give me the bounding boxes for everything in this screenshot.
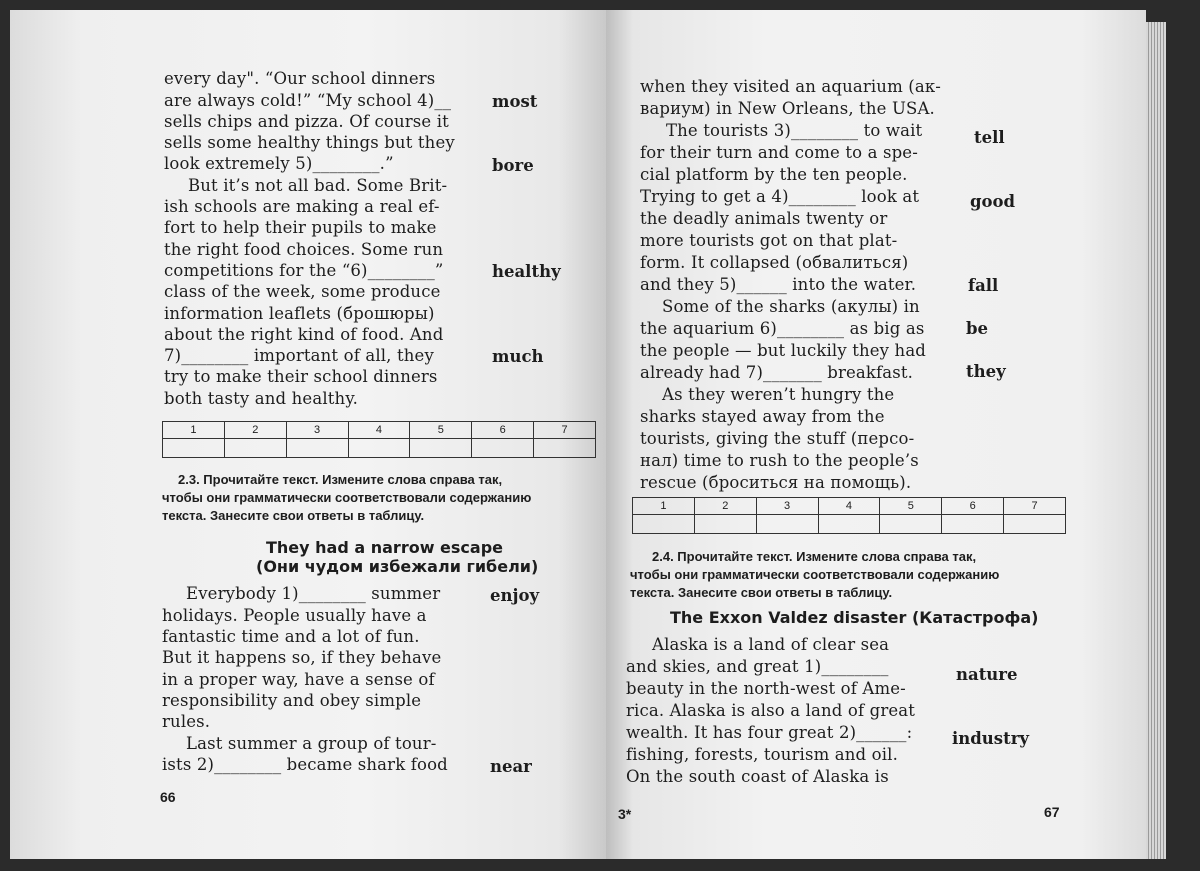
word-to-change: enjoy — [490, 586, 540, 605]
word-to-change: near — [490, 757, 532, 776]
text-line: Trying to get a 4)________ look at — [640, 187, 920, 206]
story-title: They had a narrow escape — [266, 538, 504, 557]
text-line: Everybody 1)________ summer — [186, 584, 441, 603]
table-header-cell: 6 — [472, 422, 534, 439]
answer-cell[interactable] — [163, 439, 225, 458]
text-line: in a proper way, have a sense of — [162, 670, 435, 689]
text-line: wealth. It has four great 2)______: — [626, 723, 913, 742]
signature-mark: 3* — [618, 806, 632, 822]
text-line: tourists, giving the stuff (персо- — [640, 429, 915, 448]
task-line: чтобы они грамматически соответствовали содержанию — [162, 490, 532, 505]
word-to-change: tell — [974, 128, 1005, 147]
answer-cell[interactable] — [818, 515, 880, 534]
text-line: But it happens so, if they behave — [162, 648, 442, 667]
answer-cell[interactable] — [472, 439, 534, 458]
task-line: текста. Занесите свои ответы в таблицу. — [162, 508, 425, 523]
page-number: 66 — [160, 789, 176, 805]
word-to-change: good — [970, 192, 1016, 211]
task-line: 2.3. Прочитайте текст. Измените слова справа так, — [178, 472, 503, 487]
task-line: текста. Занесите свои ответы в таблицу. — [630, 585, 893, 600]
text-line: The tourists 3)________ to wait — [666, 121, 923, 140]
table-header-cell: 3 — [756, 498, 818, 515]
text-line: competitions for the “6)________” — [164, 261, 444, 280]
answer-cell[interactable] — [410, 439, 472, 458]
text-line: more tourists got on that plat- — [640, 231, 898, 250]
text-line: Alaska is a land of clear sea — [652, 635, 890, 654]
text-line: Some of the sharks (акулы) in — [662, 297, 920, 316]
answer-cell[interactable] — [633, 515, 695, 534]
text-line: holidays. People usually have a — [162, 606, 427, 625]
text-line: rica. Alaska is also a land of great — [626, 701, 916, 720]
text-line: try to make their school dinners — [164, 367, 438, 386]
table-header-cell: 7 — [1004, 498, 1066, 515]
text-line: class of the week, some produce — [164, 282, 441, 301]
answer-cell[interactable] — [348, 439, 410, 458]
text-line: the aquarium 6)________ as big as — [640, 319, 925, 338]
text-line: 7)________ important of all, they — [164, 346, 434, 365]
text-line: both tasty and healthy. — [164, 389, 358, 408]
text-line: ists 2)________ became shark food — [162, 755, 448, 774]
text-line: On the south coast of Alaska is — [626, 767, 889, 786]
text-line: when they visited an aquarium (ак- — [640, 77, 942, 96]
word-to-change: industry — [952, 729, 1029, 748]
table-header-cell: 1 — [633, 498, 695, 515]
text-line: the deadly animals twenty or — [640, 209, 888, 228]
story-title-ru: (Катастрофа) — [911, 608, 1039, 627]
text-line: fantastic time and a lot of fun. — [162, 627, 420, 646]
left-page — [10, 10, 606, 859]
text-line: sells chips and pizza. Of course it — [164, 112, 449, 131]
word-to-change: nature — [956, 665, 1018, 684]
story-subtitle: (Они чудом избежали гибели) — [256, 557, 539, 576]
table-header-cell: 5 — [880, 498, 942, 515]
word-to-change: bore — [492, 156, 534, 175]
table-header-cell: 2 — [694, 498, 756, 515]
text-line: fort to help their pupils to make — [164, 218, 437, 237]
task-line: 2.4. Прочитайте текст. Измените слова справа так, — [652, 549, 977, 564]
story-title — [670, 608, 1038, 627]
text-line: fishing, forests, tourism and oil. — [626, 745, 899, 764]
text-line: and they 5)______ into the water. — [640, 275, 917, 294]
table-header-cell: 2 — [224, 422, 286, 439]
text-line: ish schools are making a real ef- — [164, 197, 440, 216]
text-line: But it’s not all bad. Some Brit- — [188, 176, 448, 195]
page-edges — [1146, 22, 1166, 859]
text-line: cial platform by the ten people. — [640, 165, 908, 184]
word-to-change: be — [966, 319, 989, 338]
text-line: the people — but luckily they had — [640, 341, 927, 360]
text-line: look extremely 5)________.” — [164, 154, 394, 173]
text-line: form. It collapsed (обвалиться) — [640, 253, 909, 272]
text-line: already had 7)_______ breakfast. — [640, 363, 914, 382]
answer-table — [162, 421, 596, 458]
story-title-en: The Exxon Valdez disaster — [670, 608, 907, 627]
text-line: нал) time to rush to the people’s — [640, 451, 919, 470]
text-line: sells some healthy things but they — [164, 133, 455, 152]
text-line: Last summer a group of tour- — [186, 734, 437, 753]
word-to-change: much — [492, 347, 544, 366]
text-line: the right food choices. Some run — [164, 240, 444, 259]
text-line: and skies, and great 1)________ — [626, 657, 889, 676]
answer-cell[interactable] — [224, 439, 286, 458]
word-to-change: they — [966, 362, 1006, 381]
table-header-cell: 4 — [818, 498, 880, 515]
text-line: for their turn and come to a spe- — [640, 143, 918, 162]
task-line: чтобы они грамматически соответствовали содержанию — [630, 567, 1000, 582]
table-header-cell: 1 — [163, 422, 225, 439]
answer-cell[interactable] — [880, 515, 942, 534]
text-line: As they weren’t hungry the — [662, 385, 895, 404]
word-to-change: healthy — [492, 262, 561, 281]
table-header-cell: 5 — [410, 422, 472, 439]
table-header-cell: 7 — [534, 422, 596, 439]
word-to-change: most — [492, 92, 538, 111]
table-header-cell: 6 — [942, 498, 1004, 515]
answer-cell[interactable] — [694, 515, 756, 534]
text-line: information leaflets (брошюры) — [164, 304, 435, 323]
answer-cell[interactable] — [756, 515, 818, 534]
page-number: 67 — [1044, 804, 1060, 820]
text-line: beauty in the north-west of Ame- — [626, 679, 906, 698]
text-line: every day". “Our school dinners — [164, 69, 436, 88]
table-header-cell: 4 — [348, 422, 410, 439]
answer-cell[interactable] — [286, 439, 348, 458]
text-line: rescue (броситься на помощь). — [640, 473, 912, 492]
answer-table — [632, 497, 1066, 534]
text-line: sharks stayed away from the — [640, 407, 885, 426]
table-header-cell: 3 — [286, 422, 348, 439]
text-line: are always cold!” “My school 4)__ — [164, 91, 452, 110]
text-line: responsibility and obey simple — [162, 691, 422, 710]
answer-cell[interactable] — [942, 515, 1004, 534]
text-line: rules. — [162, 712, 211, 731]
right-page — [606, 10, 1146, 859]
answer-cell[interactable] — [1004, 515, 1066, 534]
text-line: вариум) in New Orleans, the USA. — [640, 99, 935, 118]
answer-cell[interactable] — [534, 439, 596, 458]
word-to-change: fall — [968, 276, 999, 295]
text-line: about the right kind of food. And — [164, 325, 444, 344]
